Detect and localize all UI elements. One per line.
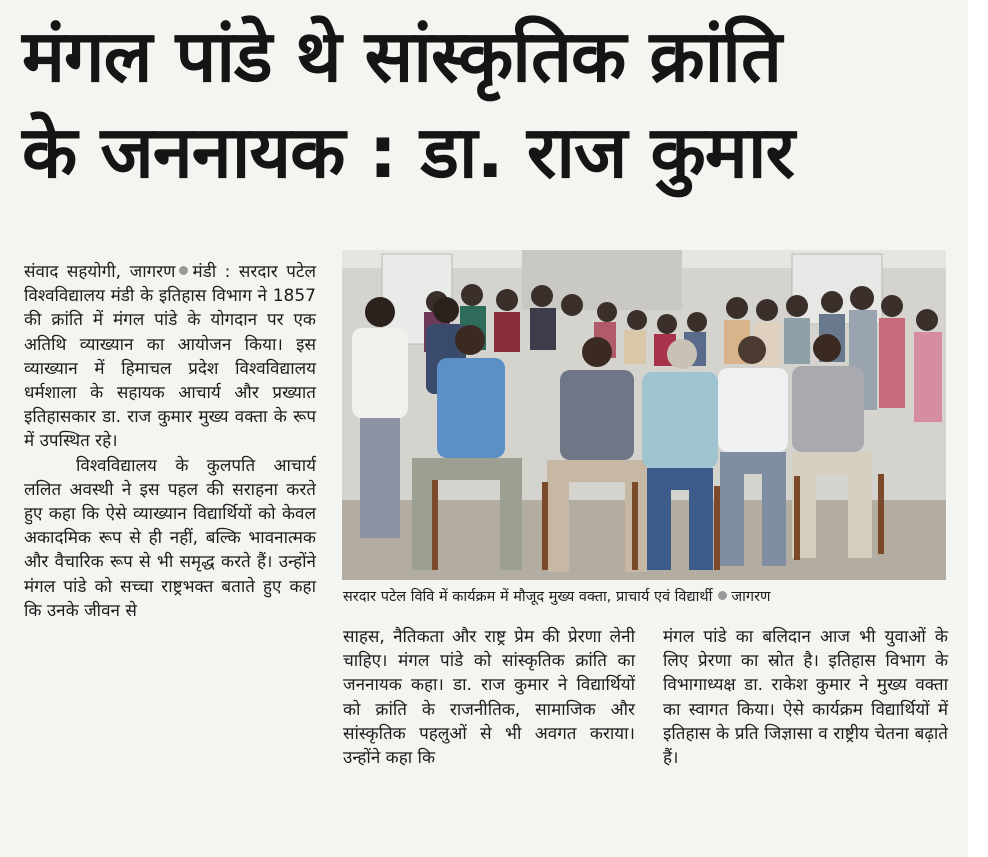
caption-bullet-icon [718, 591, 727, 600]
group-photo-illustration [342, 250, 946, 580]
photo-caption-text: सरदार पटेल विवि में कार्यक्रम में मौजूद मुख्य वक्ता, प्राचार्य एवं विद्यार्थी [343, 589, 713, 605]
photo-credit: जागरण [731, 589, 771, 605]
page-margin [968, 0, 988, 857]
headline [22, 8, 942, 200]
headline-line-1: मंगल पांडे थे सांस्कृतिक क्रांति [22, 14, 781, 98]
article-paragraph: मंगल पांडे का बलिदान आज भी युवाओं के लिए प्रेरणा का स्रोत है। इतिहास विभाग के विभागाध्यक्ष डा. राकेश कुमार ने मुख्य वक्ता का स्वागत किया। ऐसे कार्यक्रम विद्यार्थियों में इतिहास के प्रति जिज्ञासा व राष्ट्रीय चेतना बढ़ाते हैं। [663, 627, 948, 769]
article-paragraph: सरदार पटेल विश्वविद्यालय मंडी के इतिहास विभाग ने 1857 की क्रांति में मंगल पांडे के योगदान पर एक अतिथि व्याख्यान का आयोजन किया। इस व्याख्यान में हिमाचल प्रदेश विश्वविद्यालय धर्मशाला के सहायक आचार्य और प्रख्यात इतिहासकार डा. राज कुमार मुख्य वक्ता के रूप में उपस्थित रहे। [24, 262, 316, 452]
byline-bullet-icon [179, 266, 188, 275]
photo-caption [343, 586, 943, 608]
article-paragraph: विश्वविद्यालय के कुलपति आचार्य ललित अवस्थी ने इस पहल की सराहना करते हुए कहा कि ऐसे व्याख्यान विद्यार्थियों को केवल अकादमिक रूप से ही नहीं, बल्कि भावनात्मक और वैचारिक रूप से भी समृद्ध करते हैं। उन्होंने मंगल पांडे को सच्चा राष्ट्रभक्त बताते हुए कहा कि उनके जीवन से [24, 455, 316, 621]
byline-agency: संवाद सहयोगी, जागरण [24, 262, 176, 282]
article-byline [24, 260, 316, 454]
article-column-2 [343, 625, 635, 770]
article-column-3 [663, 625, 948, 770]
article-column-1 [24, 260, 316, 623]
headline-line-2: के जननायक : डा. राज कुमार [22, 110, 794, 194]
event-photo [342, 250, 946, 580]
byline-place: मंडी : [192, 262, 231, 282]
article-paragraph: साहस, नैतिकता और राष्ट्र प्रेम की प्रेरणा लेनी चाहिए। मंगल पांडे को सांस्कृतिक क्रांति का जननायक कहा। डा. राज कुमार ने विद्यार्थियों को क्रांति के राजनीतिक, सामाजिक और सांस्कृतिक पहलुओं से भी अवगत कराया। उन्होंने कहा कि [343, 627, 635, 769]
